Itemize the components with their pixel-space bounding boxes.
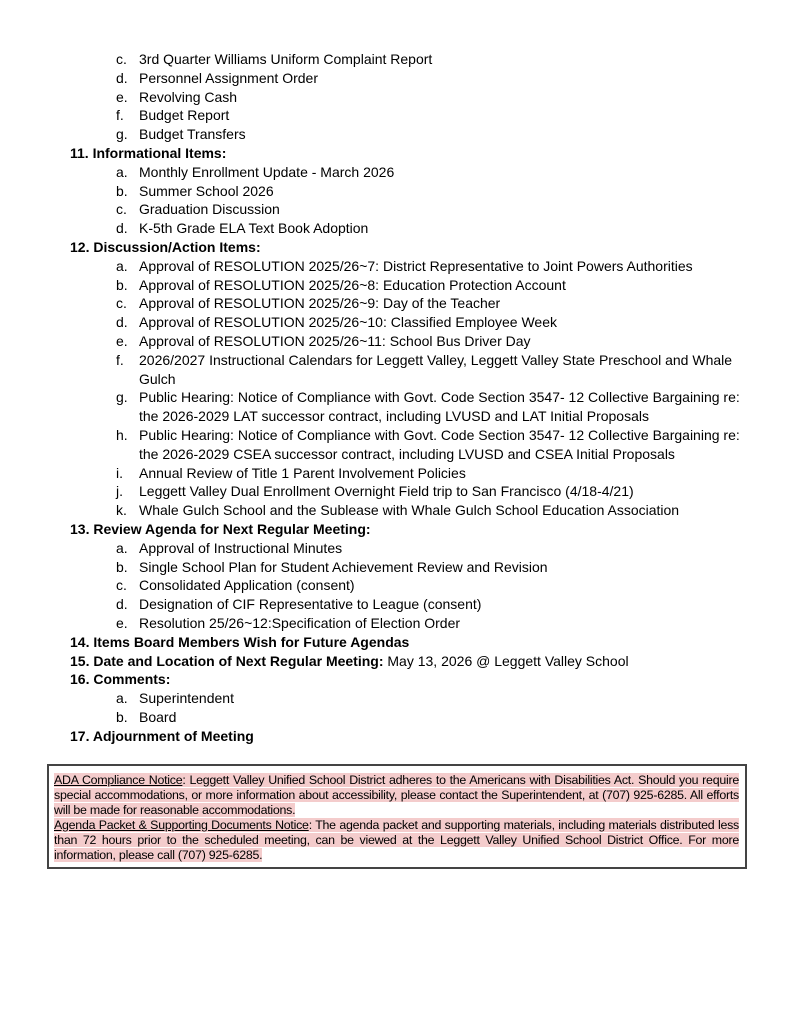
section-title: 16. Comments: xyxy=(70,671,171,688)
item-text: Whale Gulch School and the Sublease with Whale Gulch School Education Association xyxy=(139,502,680,519)
agenda-item xyxy=(0,614,791,633)
item-text: Board xyxy=(139,708,177,725)
agenda-item xyxy=(0,464,791,483)
section-heading xyxy=(0,633,791,652)
item-text: Approval of RESOLUTION 2025/26~8: Education Protection Account xyxy=(139,276,566,293)
item-text: Approval of RESOLUTION 2025/26~9: Day of the Teacher xyxy=(139,295,501,312)
item-text: Approval of RESOLUTION 2025/26~11: School Bus Driver Day xyxy=(139,332,531,349)
item-text: Annual Review of Title 1 Parent Involvement Policies xyxy=(139,464,466,481)
section-title: 11. Informational Items: xyxy=(70,144,227,161)
agenda-item xyxy=(0,200,791,219)
agenda-item xyxy=(0,426,791,464)
section-title: 13. Review Agenda for Next Regular Meeting: xyxy=(70,520,371,537)
agenda-item xyxy=(0,88,791,107)
item-text: Designation of CIF Representative to League (consent) xyxy=(139,596,482,613)
agenda-item xyxy=(0,595,791,614)
agenda-item xyxy=(0,388,791,426)
item-text: Resolution 25/26~12:Specification of Election Order xyxy=(139,614,461,631)
item-marker: f. xyxy=(116,351,124,368)
agenda-item xyxy=(0,69,791,88)
agenda-section xyxy=(0,633,791,652)
item-text: Budget Transfers xyxy=(139,126,246,143)
item-marker: a. xyxy=(116,257,128,274)
item-marker: e. xyxy=(116,332,128,349)
item-marker: a. xyxy=(116,690,128,707)
agenda-section xyxy=(0,670,791,726)
section-title: 15. Date and Location of Next Regular Meeting: xyxy=(70,652,384,669)
item-text: 3rd Quarter Williams Uniform Complaint Report xyxy=(139,51,433,67)
agenda-item xyxy=(0,219,791,238)
item-marker: d. xyxy=(116,314,128,331)
item-text: Public Hearing: Notice of Compliance with Govt. Code Section 3547- 12 Collective Bargaining re: the 2026-2029 CSEA successor contract, including LVUSD and CSEA Initial Proposals xyxy=(139,426,740,462)
item-text: Graduation Discussion xyxy=(139,201,280,218)
agenda-section xyxy=(0,520,791,633)
item-marker: a. xyxy=(116,539,128,556)
notice-box xyxy=(47,764,747,869)
item-marker: f. xyxy=(116,107,124,124)
section-title: 12. Discussion/Action Items: xyxy=(70,238,261,255)
agenda-item xyxy=(0,708,791,727)
item-text: Approval of Instructional Minutes xyxy=(139,539,343,556)
item-marker: c. xyxy=(116,295,127,312)
item-marker: g. xyxy=(116,126,128,143)
item-marker: b. xyxy=(116,276,128,293)
item-marker: h. xyxy=(116,426,128,443)
agenda-item xyxy=(0,539,791,558)
item-marker: i. xyxy=(116,464,123,481)
ada-notice-text: : Leggett Valley Unified School District adheres to the Americans with Disabilities Act. Should you require special accommodations, or more information about accessibility, please contact the Superintendent, at (707) 925-6285. All efforts will be made for reasonable accommodations. xyxy=(54,773,739,817)
item-text: K-5th Grade ELA Text Book Adoption xyxy=(139,220,369,237)
agenda-item xyxy=(0,294,791,313)
section-heading xyxy=(0,144,791,163)
item-text: Budget Report xyxy=(139,107,230,124)
packet-notice-text: : The agenda packet and supporting materials, including materials distributed less than 72 hours prior to the scheduled meeting, can be viewed at the Leggett Valley Unified School District Office. For more information, please call (707) 925-6285. xyxy=(54,818,739,862)
item-text: Approval of RESOLUTION 2025/26~7: District Representative to Joint Powers Authorities xyxy=(139,257,693,274)
agenda-section xyxy=(0,238,791,520)
item-text: Approval of RESOLUTION 2025/26~10: Classified Employee Week xyxy=(139,314,558,331)
agenda-item xyxy=(0,482,791,501)
item-marker: k. xyxy=(116,502,127,519)
agenda-item xyxy=(0,689,791,708)
section-heading xyxy=(0,727,791,746)
agenda-item xyxy=(0,576,791,595)
section-heading xyxy=(0,238,791,257)
agenda-item xyxy=(0,558,791,577)
item-marker: d. xyxy=(116,220,128,237)
item-text: Personnel Assignment Order xyxy=(139,69,318,86)
item-marker: d. xyxy=(116,69,128,86)
item-marker: b. xyxy=(116,182,128,199)
agenda-item xyxy=(0,125,791,144)
item-text: Leggett Valley Dual Enrollment Overnight Field trip to San Francisco (4/18-4/21) xyxy=(139,483,634,500)
item-text: Single School Plan for Student Achievement Review and Revision xyxy=(139,558,548,575)
item-marker: c. xyxy=(116,51,127,67)
item-marker: e. xyxy=(116,614,128,631)
agenda-section xyxy=(0,652,791,671)
item-text: Consolidated Application (consent) xyxy=(139,577,355,594)
section-heading xyxy=(0,652,791,671)
item-text: 2026/2027 Instructional Calendars for Leggett Valley, Leggett Valley State Preschool and Whale Gulch xyxy=(139,351,733,387)
agenda-item xyxy=(0,351,791,389)
agenda-item xyxy=(0,50,791,69)
item-text: Monthly Enrollment Update - March 2026 xyxy=(139,163,395,180)
agenda-item xyxy=(0,276,791,295)
item-marker: c. xyxy=(116,577,127,594)
item-marker: d. xyxy=(116,596,128,613)
item-marker: e. xyxy=(116,88,128,105)
item-text: Summer School 2026 xyxy=(139,182,274,199)
agenda-item xyxy=(0,163,791,182)
packet-notice-label: Agenda Packet & Supporting Documents Notice xyxy=(54,818,309,832)
agenda-section xyxy=(0,144,791,238)
item-marker: b. xyxy=(116,558,128,575)
agenda-item xyxy=(0,106,791,125)
agenda-item xyxy=(0,313,791,332)
section-heading xyxy=(0,670,791,689)
section-value: May 13, 2026 @ Leggett Valley School xyxy=(383,652,629,669)
agenda-list xyxy=(0,50,791,745)
agenda-item xyxy=(0,501,791,520)
item-marker: b. xyxy=(116,708,128,725)
item-marker: c. xyxy=(116,201,127,218)
agenda-item xyxy=(0,182,791,201)
agenda-item xyxy=(0,332,791,351)
item-marker: j. xyxy=(116,483,123,500)
agenda-item xyxy=(0,257,791,276)
item-marker: a. xyxy=(116,163,128,180)
ada-notice-label: ADA Compliance Notice xyxy=(54,773,183,787)
item-text: Public Hearing: Notice of Compliance with Govt. Code Section 3547- 12 Collective Bargaining re: the 2026-2029 LAT successor contract, including LVUSD and LAT Initial Proposals xyxy=(139,389,740,425)
item-marker: g. xyxy=(116,389,128,406)
section-title: 14. Items Board Members Wish for Future Agendas xyxy=(70,633,410,650)
item-text: Superintendent xyxy=(139,690,234,707)
section-heading xyxy=(0,520,791,539)
agenda-section xyxy=(0,727,791,746)
section-title: 17. Adjournment of Meeting xyxy=(70,727,254,744)
item-text: Revolving Cash xyxy=(139,88,238,105)
